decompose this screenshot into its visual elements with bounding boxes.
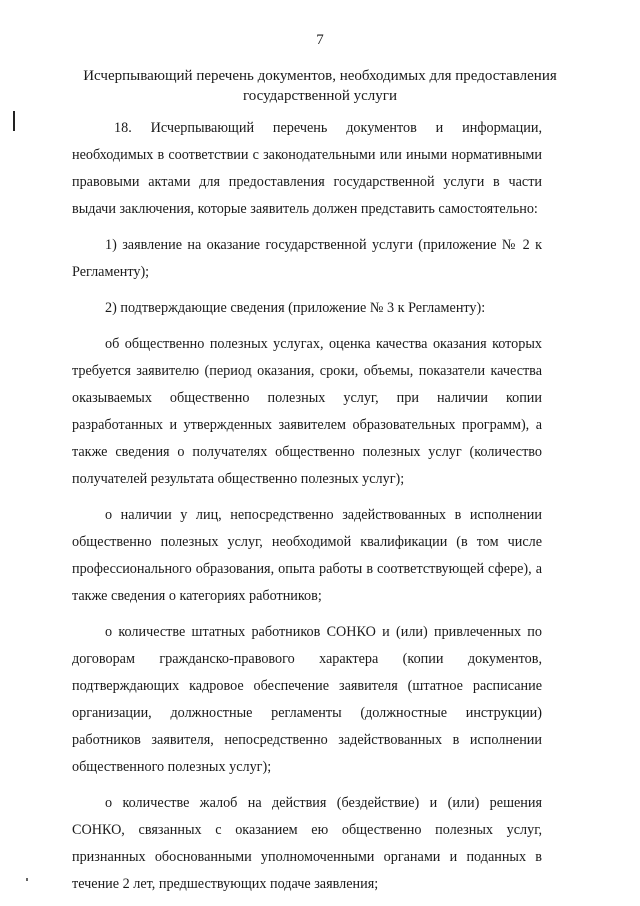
document-body: [72, 115, 542, 898]
paragraph-supporting-info: 2) подтверждающие сведения (приложение № 3 к Регламенту):: [105, 300, 486, 316]
paragraph-staff-count: о количестве штатных работников СОНКО и (или) привлеченных по договорам гражданско-правового характера (копии документов, подтверждающих кадровое обеспечение заявителя (штатное расписание организации, должностные регламенты (должностные инструкции) работников заявителя, непосредственно задействованных в исполнении общественного полезных услуг);: [72, 624, 542, 775]
paragraph-qualification: о наличии у лиц, непосредственно задействованных в исполнении общественно полезных услуг, необходимой квалификации (в том числе профессионального образования, опыта работы в соответствующей сфере), а также сведения о категориях работников;: [72, 507, 542, 604]
paragraph-application: 1) заявление на оказание государственной услуги (приложение № 2 к Регламенту);: [72, 237, 542, 280]
page-number: 7: [316, 32, 324, 48]
paragraph-item-18: 18. Исчерпывающий перечень документов и информации, необходимых в соответствии с законодательными или иными нормативными правовыми актами для предоставления государственной услуги в части выдачи заключения, которые заявитель должен представить самостоятельно:: [72, 120, 542, 217]
paragraph-public-services: об общественно полезных услугах, оценка качества оказания которых требуется заявителю (период оказания, сроки, объемы, показатели качества оказываемых общественно полезных услуг, при наличии копии разработанных и утвержденных заявителем образовательных программ), а также сведения о получателях общественно полезных услуг (количество получателей результата общественно полезных услуг);: [72, 336, 542, 487]
margin-scan-mark: [13, 111, 15, 131]
scan-speck: [26, 878, 28, 881]
paragraph-complaints: о количестве жалоб на действия (бездействие) и (или) решения СОНКО, связанных с оказанием ею общественно полезных услуг, признанных обоснованными уполномоченными органами и поданных в течение 2 лет, предшествующих подаче заявления;: [72, 795, 542, 892]
section-heading: Исчерпывающий перечень документов, необходимых для предоставления государственной услуги: [83, 68, 557, 104]
